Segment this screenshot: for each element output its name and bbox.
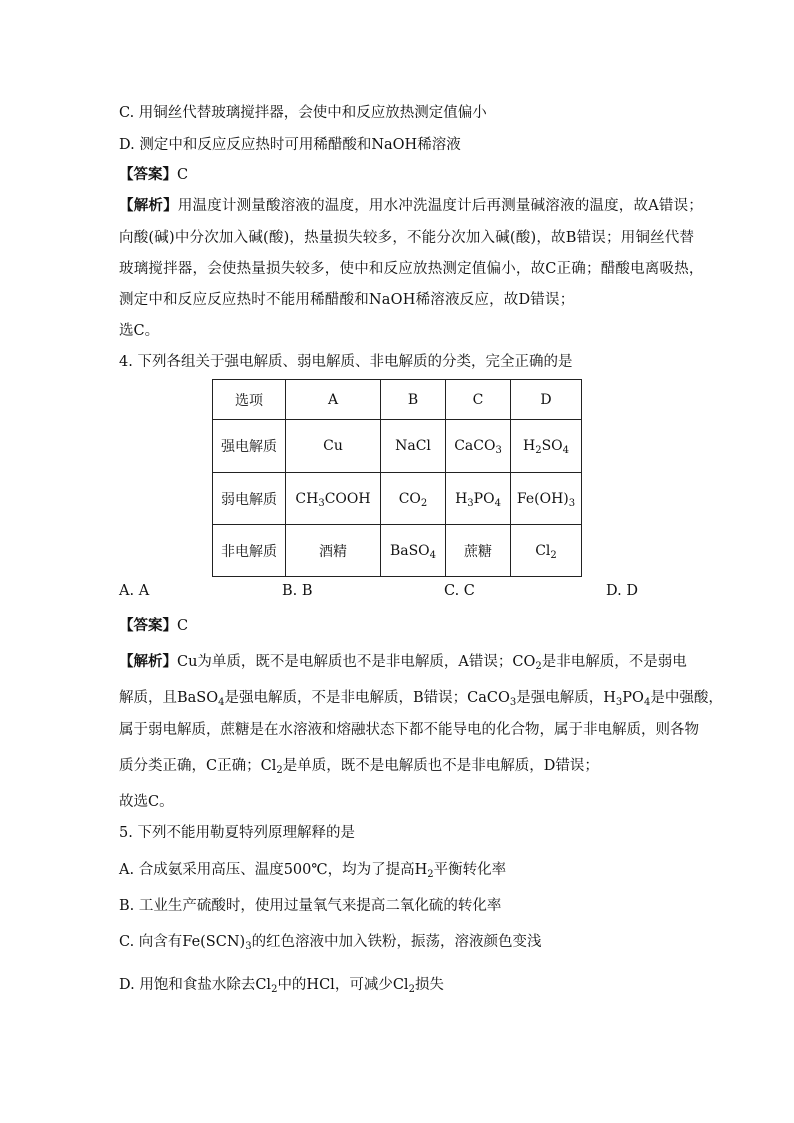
q4-explanation-line-3: 属于弱电解质，蔗糖是在水溶液和熔融状态下都不能导电的化合物，属于非电解质，则各物 [119,722,699,738]
table-row [213,525,582,577]
q4-explanation-line-2 [119,688,723,708]
q4-stem: 4. 下列各组关于强电解质、弱电解质、非电解质的分类，完全正确的是 [119,354,573,370]
q3-explanation-line-3: 玻璃搅拌器，会使热量损失较多，使中和反应放热测定值偏小，故C正确；醋酸电离吸热， [119,261,704,277]
option-text: 中的HCl，可减少 [277,977,393,993]
classification-table [212,379,582,577]
table-cell: Cu [286,420,381,473]
formula: H [414,862,428,878]
explanation-text: 用温度计测量酸溶液的温度，用水冲洗温度计后再测量碱溶液的温度，故A错误； [177,198,703,214]
table-cell [446,420,511,473]
row-label: 非电解质 [213,525,286,577]
explanation-text: 是强电解质，H [516,690,616,706]
q5-stem: 5. 下列不能用勒夏特列原理解释的是 [119,825,355,841]
q3-option-c: C. 用铜丝代替玻璃搅拌器，会使中和反应放热测定值偏小 [119,105,487,121]
table-header-cell: D [511,380,582,420]
q3-option-d: D. 测定中和反应反应热时可用稀醋酸和NaOH稀溶液 [119,137,461,153]
explanation-text: 是单质，既不是电解质也不是非电解质，D错误； [282,758,599,774]
option-text: 损失 [414,977,444,993]
table-row [213,473,582,525]
answer-tag: 【答案】 [119,166,177,183]
formula: PO [473,490,495,507]
table-header-cell: B [381,380,446,420]
table-cell [511,525,582,577]
formula: SO [541,438,563,454]
subscript: 3 [568,497,576,509]
formula: CO [512,654,536,670]
subscript: 4 [562,445,570,456]
table-header-cell: A [286,380,381,420]
explanation-tag: 【解析】 [119,653,177,670]
formula: Cl [535,542,551,559]
formula: Cl [255,977,272,993]
table-cell: NaCl [381,420,446,473]
q5-option-c [119,932,542,952]
formula: Fe(OH) [516,490,569,507]
formula: H [455,490,468,507]
q4-explanation-line-4 [119,756,599,776]
table-row [213,420,582,473]
explanation-text: Cu为单质，既不是电解质也不是非电解质，A错误； [177,654,513,670]
explanation-text: 是非电解质，不是弱电 [541,654,687,670]
subscript: 3 [467,497,474,509]
explanation-text: 是强电解质，不是非电解质，B错误；CaCO [224,690,510,706]
subscript: 3 [495,445,502,456]
option-b: B. B [282,583,313,599]
table-header-cell: C [446,380,511,420]
table-cell [381,525,446,577]
formula: Cl [260,758,277,774]
option-c: C. C [444,583,475,599]
subscript: 2 [271,984,278,995]
formula: COOH [324,490,371,507]
table-cell [511,420,582,473]
table-cell [511,473,582,525]
subscript: 2 [535,445,542,456]
option-text: C. 向含有 [119,934,183,950]
formula: H [522,438,536,454]
table-header-cell: 选项 [213,380,286,420]
subscript: 2 [276,765,283,776]
formula: Cl [392,977,409,993]
subscript: 2 [420,497,428,509]
q3-explanation-line-2: 向酸(碱)中分次加入碱(酸)，热量损失较多，不能分次加入碱(酸)，故B错误；用铜丝代替 [119,230,695,246]
formula: PO [622,690,644,706]
explanation-text: 是中强酸， [650,690,723,706]
q3-explanation-line-1 [119,196,703,216]
explanation-text: 解质，且BaSO [119,690,219,706]
table-cell: 酒精 [286,525,381,577]
q5-option-b: B. 工业生产硫酸时，使用过量氧气来提高二氧化硫的转化率 [119,898,502,914]
answer-value: C [177,618,189,634]
table-cell: 蔗糖 [446,525,511,577]
row-label: 强电解质 [213,420,286,473]
option-d: D. D [606,583,638,599]
subscript: 3 [509,697,517,708]
formula: CaCO [454,438,496,454]
subscript: 4 [429,549,437,561]
q3-explanation-line-5: 选C。 [119,323,160,339]
q4-explanation-line-1 [119,652,687,672]
subscript: 4 [494,497,501,509]
subscript: 4 [218,697,225,708]
formula: Fe(SCN) [182,934,246,950]
explanation-text: 质分类正确，C正确； [119,758,261,774]
explanation-tag: 【解析】 [119,197,178,214]
formula: CH [295,490,319,507]
row-label: 弱电解质 [213,473,286,525]
option-text: D. 用饱和食盐水除去 [119,977,256,993]
table-cell [381,473,446,525]
q4-answer [119,616,188,636]
q5-option-a [119,860,506,880]
answer-value: C [177,167,189,183]
option-text: A. 合成氨采用高压、温度500℃，均为了提高 [119,862,415,878]
subscript: 3 [615,697,623,708]
table-cell [446,473,511,525]
answer-tag: 【答案】 [119,617,177,634]
q3-answer [119,165,188,185]
subscript: 2 [427,869,434,880]
subscript: 2 [535,661,542,672]
formula: BaSO [389,542,430,559]
subscript: 3 [245,941,252,952]
subscript: 4 [643,697,651,708]
option-a: A. A [119,583,150,599]
table-cell [286,473,381,525]
option-text: 平衡转化率 [433,862,507,878]
q3-explanation-line-4: 测定中和反应反应热时不能用稀醋酸和NaOH稀溶液反应，故D错误； [119,292,575,308]
q5-option-d [119,975,444,995]
subscript: 3 [318,497,325,509]
subscript: 2 [550,549,557,561]
q4-explanation-line-5: 故选C。 [119,794,174,810]
formula: CO [398,490,421,507]
table-header-row [213,380,582,420]
option-text: 的红色溶液中加入铁粉，振荡，溶液颜色变浅 [251,934,542,950]
subscript: 2 [408,984,415,995]
